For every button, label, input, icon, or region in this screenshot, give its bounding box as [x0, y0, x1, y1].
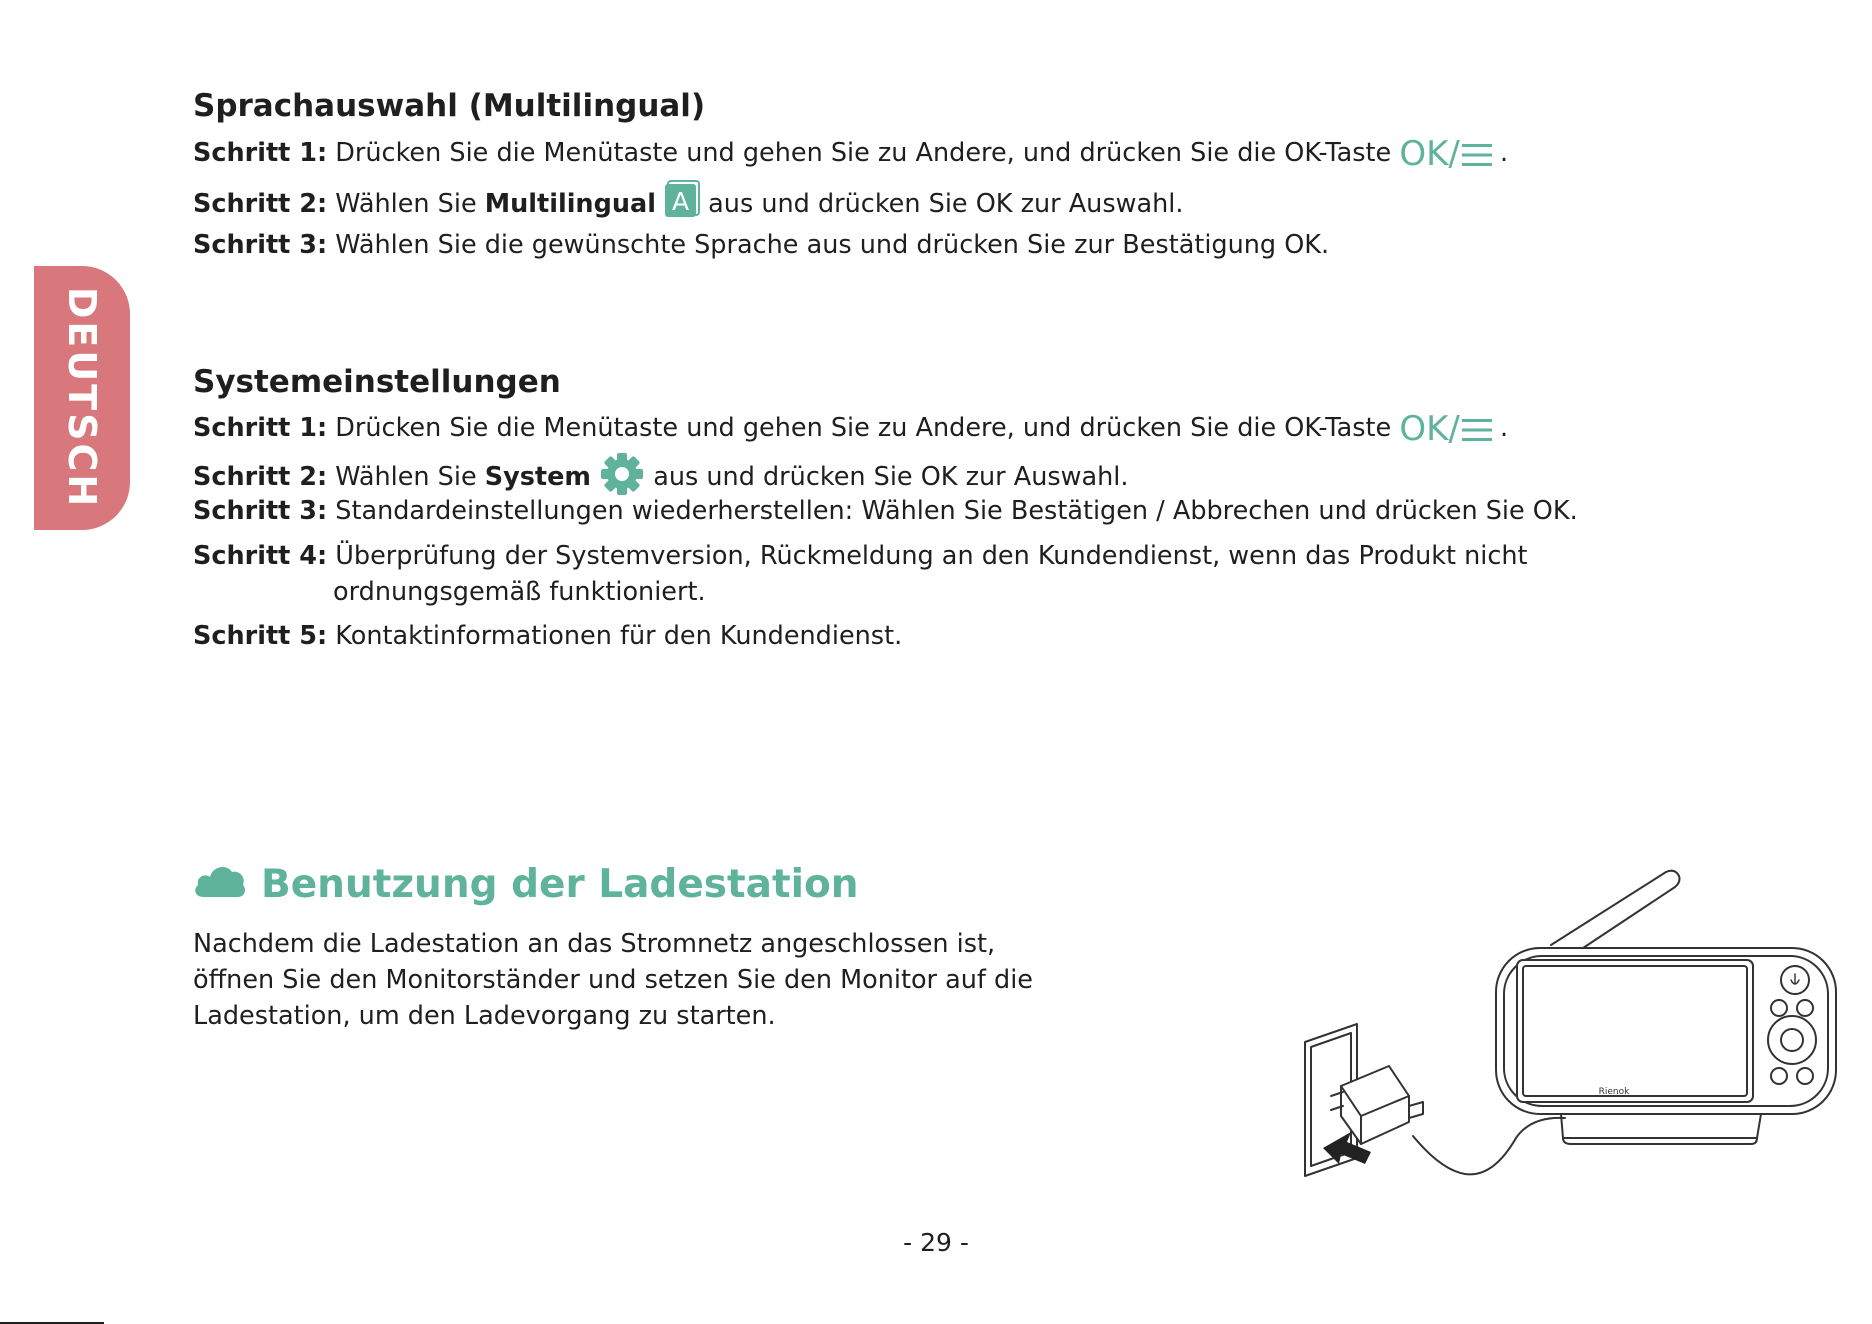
multilingual-icon	[664, 180, 700, 218]
step-text: Kontaktinformationen für den Kundendienst.	[335, 621, 903, 651]
step-label: Schritt 5:	[193, 621, 328, 651]
step-label: Schritt 1:	[193, 138, 328, 168]
step-label: Schritt 1:	[193, 413, 328, 443]
side-tab-label: DEUTSCH	[60, 286, 104, 510]
system-step-2	[193, 451, 1129, 497]
step-text: aus und drücken Sie OK zur Auswahl.	[708, 189, 1184, 219]
system-step-4	[193, 538, 1528, 610]
charging-paragraph	[193, 926, 1073, 1034]
paragraph-line: Ladestation, um den Ladevorgang zu starten.	[193, 1001, 776, 1031]
system-step-3	[193, 493, 1578, 529]
system-step-1	[193, 409, 1509, 449]
language-side-tab	[34, 266, 130, 530]
step-text: aus und drücken Sie OK zur Auswahl.	[653, 462, 1129, 492]
system-section-title: Systemeinstellungen	[193, 364, 561, 400]
language-section-title: Sprachauswahl (Multilingual)	[193, 88, 706, 124]
svg-text:A: A	[672, 187, 690, 216]
device-brand-label: Rienok	[1598, 1087, 1630, 1097]
step-label: Schritt 2:	[193, 189, 328, 219]
system-keyword: System	[484, 462, 591, 492]
step-text-line2: ordnungsgemäß funktioniert.	[333, 577, 706, 607]
ok-menu-icon: OK/	[1399, 137, 1492, 171]
step-text-end: .	[1499, 138, 1509, 168]
step-text: Überprüfung der Systemversion, Rückmeldung an den Kundendienst, wenn das Produkt nicht	[335, 541, 1528, 571]
page-number: - 29 -	[903, 1228, 969, 1257]
ok-menu-icon: OK/	[1399, 412, 1492, 446]
step-label: Schritt 3:	[193, 230, 328, 260]
gear-icon	[599, 451, 645, 497]
paragraph-line: Nachdem die Ladestation an das Stromnetz angeschlossen ist,	[193, 929, 996, 959]
system-step-5	[193, 618, 902, 654]
step-label: Schritt 2:	[193, 462, 328, 492]
charging-section-title	[193, 862, 859, 907]
step-text: Wählen Sie	[335, 462, 477, 492]
cloud-icon	[193, 863, 247, 899]
language-step-1	[193, 134, 1509, 174]
step-label: Schritt 3:	[193, 496, 328, 526]
step-label: Schritt 4:	[193, 541, 328, 571]
language-step-3	[193, 227, 1329, 263]
step-text: Wählen Sie	[335, 189, 477, 219]
paragraph-line: öffnen Sie den Monitorständer und setzen Sie den Monitor auf die	[193, 965, 1033, 995]
charging-station-illustration	[1301, 866, 1861, 1186]
language-step-2	[193, 180, 1183, 222]
step-text: Standardeinstellungen wiederherstellen: Wählen Sie Bestätigen / Abbrechen und drücken Sie OK.	[335, 496, 1578, 526]
step-text: Wählen Sie die gewünschte Sprache aus und drücken Sie zur Bestätigung OK.	[335, 230, 1330, 260]
step-text-end: .	[1499, 413, 1509, 443]
step-text: Drücken Sie die Menütaste und gehen Sie zu Andere, und drücken Sie die OK-Taste	[335, 413, 1392, 443]
charging-title-text: Benutzung der Ladestation	[261, 862, 859, 907]
multilingual-keyword: Multilingual	[484, 189, 656, 219]
step-text: Drücken Sie die Menütaste und gehen Sie zu Andere, und drücken Sie die OK-Taste	[335, 138, 1392, 168]
